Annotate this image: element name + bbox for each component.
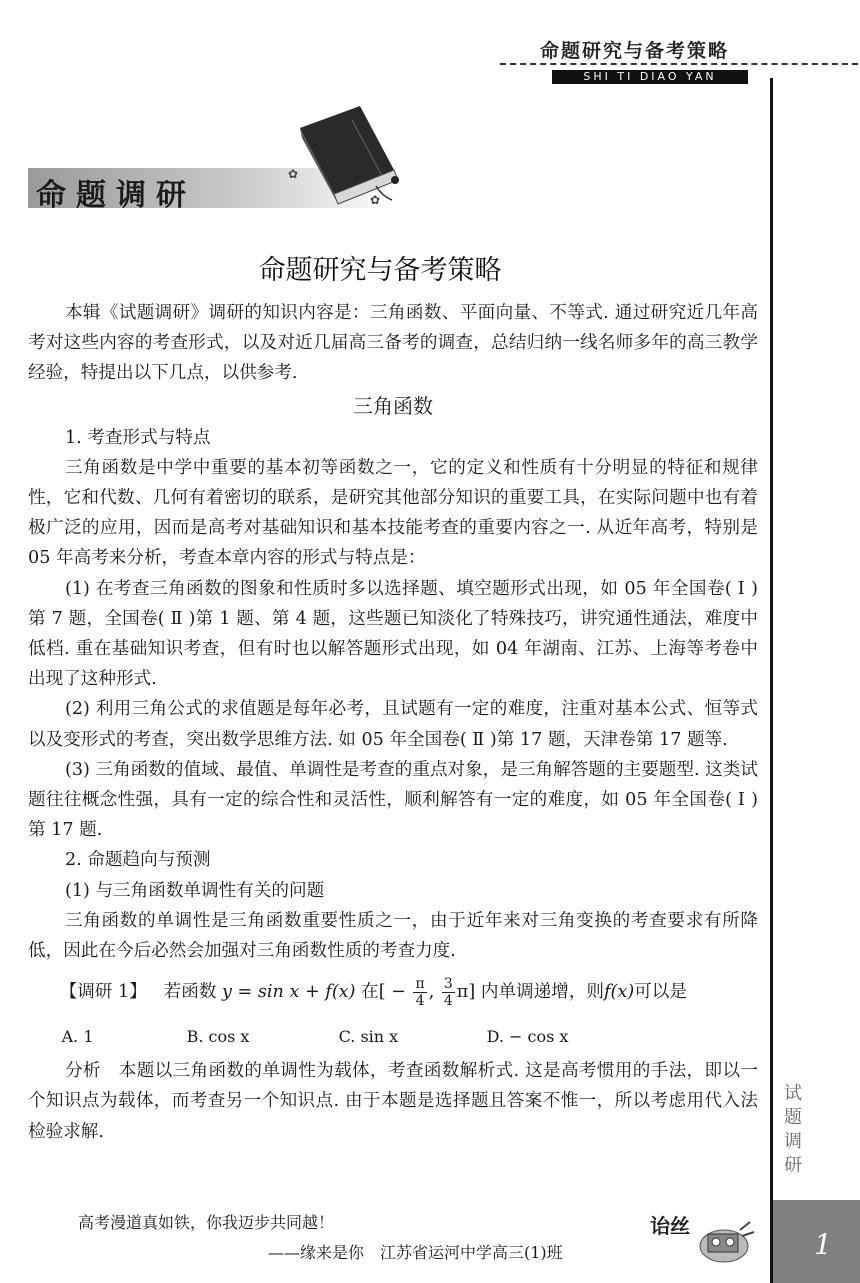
paragraph-3: (2) 利用三角公式的求值题是每年必考，且试题有一定的难度，注重对基本公式、恒等式以及变形式的考查，突出数学思维方法. 如 05 年全国卷( Ⅱ )第 17 题，天津卷第 17 题等. [28,699,758,750]
margin-rule [770,78,773,1283]
paragraph-1: 三角函数是中学中重要的基本初等函数之一，它的定义和性质有十分明显的特征和规律性，它和代数、几何有着密切的联系，是研究其他部分知识的重要工具，在实际问题中也有着极广泛的应用，因而是高考对基础知识和基本技能考查的重要内容之一. 从近年高考，特别是 05 年高考来分析，考查本章内容的形式与特点是： [28,457,758,569]
answer-options [28,1018,758,1056]
side-label [780,1082,806,1178]
footer-motto-line-2: ——缘来是你 江苏省运河中学高三(1)班 [268,1243,563,1262]
option-d: D. − cos x [486,1027,569,1047]
header-divider [500,63,858,65]
book-illustration [282,100,412,210]
svg-text:✿: ✿ [288,167,299,181]
example-stem-c: 内单调递增，则 [480,982,605,1003]
footer-motto-line-1: 高考漫道真如铁，你我迈步共同越！ [78,1213,335,1232]
section-banner-label: 命题调研 [36,178,196,213]
page-number: 1 [814,1228,832,1261]
example-stem-d: 可以是 [634,982,687,1003]
example-formula: y = sin x + f(x) [222,982,356,1003]
side-label-text: 试 题 调 研 [784,1083,802,1176]
option-b: B. cos x [186,1027,250,1047]
example-fx: f(x) [604,982,635,1003]
option-a: A. 1 [61,1027,94,1047]
svg-text:✿: ✿ [370,193,381,207]
example-tag: 【调研 1】 [59,982,147,1003]
running-header-title: 命题研究与备考策略 [540,40,730,62]
page-number-box [773,1200,860,1283]
analysis-paragraph: 分析 本题以三角函数的单调性为载体，考查函数解析式. 这是高考惯用的手法，即以一个知识点为载体，而考查另一个知识点. 由于本题是选择题且答案不惟一，所以考虑用代入法检验求解. [28,1061,758,1142]
article-body [28,298,758,1147]
interval-comma: , [428,982,435,1003]
paragraph-5: 三角函数的单调性是三角函数重要性质之一，由于近年来对三角变换的考查要求有所降低，因此在今后必然会加强对三角函数性质的考查力度. [28,910,758,962]
fraction-3-over-4: $\frac{3}{4}$ [443,975,453,1009]
example-stem-b: 在 [361,982,379,1003]
option-c: C. sin x [338,1027,399,1047]
subheading-1: 1. 考查形式与特点 [64,427,211,448]
example-stem-a: 若函数 [163,982,217,1003]
interval-open: [ − [378,982,406,1003]
example-question [28,966,758,1018]
intro-paragraph: 本辑《试题调研》调研的知识内容是：三角函数、平面向量、不等式. 通过研究近几年高考对这些内容的考查形式，以及对近几届高三备考的调查，总结归纳一线名师多年的高三教学经验，特提出以下几点，以供参考. [28,303,758,384]
pi-symbol: π [456,982,469,1003]
footer-signature: 诒丝 [650,1214,690,1238]
article-title: 命题研究与备考策略 [258,255,502,286]
section-heading: 三角函数 [353,393,433,418]
interval-close: ] [468,982,476,1003]
paragraph-2: (1) 在考查三角函数的图象和性质时多以选择题、填空题形式出现，如 05 年全国卷( Ⅰ )第 7 题，全国卷( Ⅱ )第 1 题、第 4 题，这些题已知淡化了特殊技巧，讲究通性通法，难度中低档. 重在基础知识考查，但有时也以解答题形式出现，如 04 年湖南、江苏、上海等考卷中出现了这种形式. [28,578,758,690]
subheading-2-1: (1) 与三角函数单调性有关的问题 [64,880,325,901]
decorative-cartoon [690,1212,760,1272]
paragraph-4: (3) 三角函数的值域、最值、单调性是考查的重点对象，是三角解答题的主要题型. 这类试题往往概念性强，具有一定的综合性和灵活性，顺利解答有一定的难度，如 05 年全国卷( Ⅰ )第 17 题. [28,759,758,841]
running-header-subtitle: SHI TI DIAO YAN [552,70,748,84]
subheading-2: 2. 命题趋向与预测 [64,850,211,871]
fraction-pi-over-4: $\frac{\pi}{4}$ [415,975,425,1009]
